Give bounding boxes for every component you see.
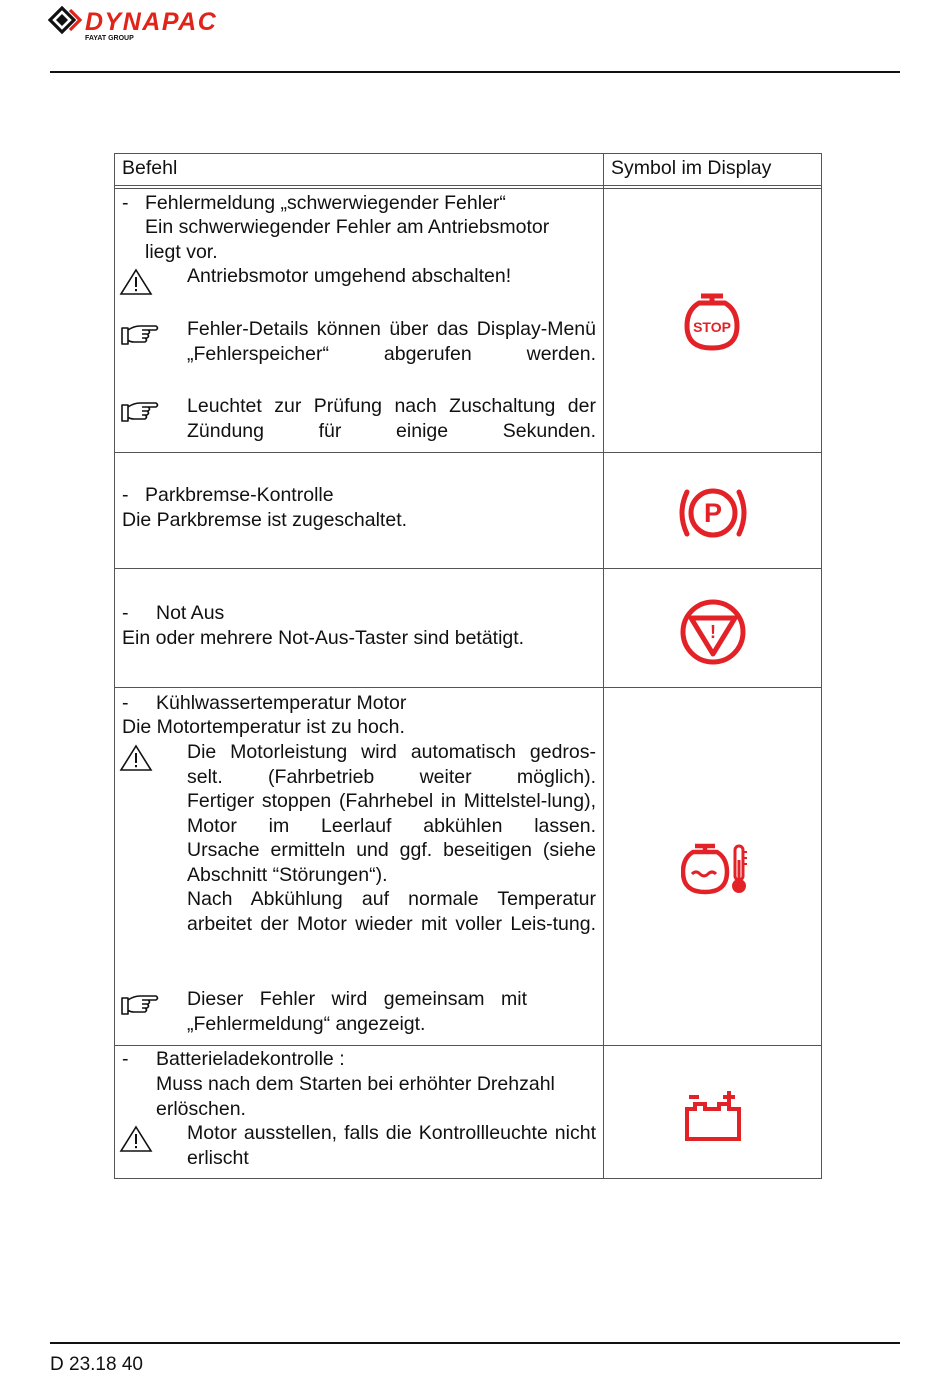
row-title: Batterieladekontrolle : (156, 1048, 345, 1070)
warning-icon (119, 744, 153, 772)
note-text: Dieser Fehler wird gemeinsam mit „Fehlermeldung“ angezeigt. (187, 988, 527, 1035)
row-bullet: - (122, 602, 129, 624)
row-divider (115, 452, 821, 453)
row-title: Parkbremse-Kontrolle (145, 484, 334, 506)
row-bullet: - (122, 692, 129, 714)
row-divider (115, 568, 821, 569)
warning-text: Die Motorleistung wird automatisch gedros-selt. (Fahrbetrieb weiter möglich). (187, 741, 596, 788)
logo-diamond-icon (50, 8, 80, 32)
column-header-symbol: Symbol im Display (611, 157, 772, 179)
svg-text:!: ! (710, 622, 716, 642)
warning-text: Motor ausstellen, falls die Kontrollleuchte nicht erlischt (187, 1122, 596, 1169)
header-divider (115, 185, 821, 189)
warning-text: Nach Abkühlung auf normale Temperatur arbeitet der Motor wieder mit voller Leis-tung. (187, 888, 596, 935)
dynapac-logo (48, 6, 308, 46)
row-bullet: - (122, 484, 129, 506)
row-description: Ein schwerwiegender Fehler am Antriebsmotor (145, 216, 550, 238)
row-description: Ein oder mehrere Not-Aus-Taster sind betätigt. (122, 627, 525, 649)
row-bullet: - (122, 192, 129, 214)
svg-text:P: P (703, 498, 723, 528)
emergency-stop-icon (679, 598, 747, 666)
logo-sub-text: FAYAT GROUP (85, 35, 134, 42)
warning-icon (119, 1125, 153, 1153)
document-code: D 23.18 40 (50, 1354, 143, 1375)
row-description: liegt vor. (145, 241, 218, 263)
svg-text:STOP: STOP (693, 319, 731, 335)
column-header-command: Befehl (122, 157, 178, 179)
note-text: Fehler-Details können über das Display-Menü „Fehlerspeicher“ abgerufen werden. (187, 318, 596, 365)
row-description: Muss nach dem Starten bei erhöhter Drehzahl (156, 1073, 555, 1095)
header-rule (50, 71, 900, 73)
row-divider (115, 687, 821, 688)
coolant-temperature-icon (681, 842, 753, 898)
engine-stop-icon (683, 292, 741, 352)
row-title: Not Aus (156, 602, 225, 624)
note-text: Leuchtet zur Prüfung nach Zuschaltung der Zündung für einige Sekunden. (187, 395, 596, 442)
battery-charge-icon (683, 1087, 745, 1143)
row-description: erlöschen. (156, 1098, 246, 1120)
pointing-hand-icon (120, 992, 160, 1018)
warning-icon (119, 268, 153, 296)
row-title: Kühlwassertemperatur Motor (156, 692, 407, 714)
logo-brand-text: DYNAPAC (85, 8, 218, 36)
pointing-hand-icon (120, 399, 160, 425)
row-description: Die Motortemperatur ist zu hoch. (122, 716, 405, 738)
warning-text: Fertiger stoppen (Fahrhebel in Mittelstel-lung), Motor im Leerlauf abkühlen lassen. (187, 790, 596, 837)
row-title: Fehlermeldung „schwerwiegender Fehler“ (145, 192, 506, 214)
parking-brake-icon (675, 482, 751, 544)
row-description: Die Parkbremse ist zugeschaltet. (122, 509, 408, 531)
warning-text: Ursache ermitteln und ggf. beseitigen (siehe Abschnitt “Störungen“). (187, 839, 596, 886)
column-divider (603, 154, 604, 1178)
warning-text: Antriebsmotor umgehend abschalten! (187, 265, 512, 287)
row-divider (115, 1045, 821, 1046)
display-symbol-table (114, 153, 822, 1179)
row-bullet: - (122, 1048, 129, 1070)
footer-rule (50, 1342, 900, 1344)
pointing-hand-icon (120, 322, 160, 348)
